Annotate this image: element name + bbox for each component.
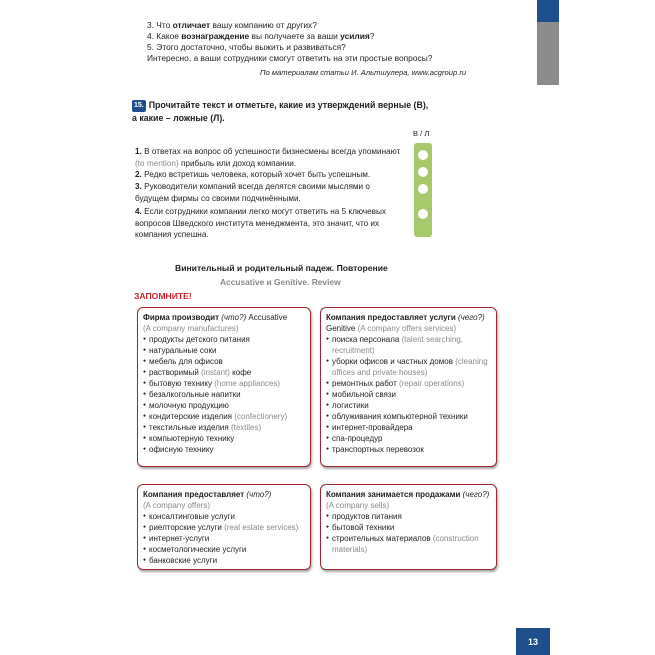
page-number: 13 <box>516 628 550 655</box>
task-instruction: 15. Прочитайте текст и отметьте, какие из утверждений верные (В), а какие – ложные (Л). <box>132 100 429 123</box>
box-genitive-sells <box>320 484 497 570</box>
box-1-header: Фирма производит (что?) Accusative <box>143 313 288 322</box>
question-3: 3. Что отличает вашу компанию от других? <box>147 20 317 30</box>
answer-circle-2[interactable] <box>418 167 428 177</box>
list-item: ● бытовую технику (home appliances) <box>143 378 305 389</box>
list-item: ● продуктов питания <box>326 511 491 522</box>
page-tab-blue <box>537 0 559 22</box>
page-tab-grey <box>537 22 559 85</box>
list-item: ● молочную продукцию <box>143 400 305 411</box>
list-item: ● поиска персонала (talent searching, recruitment) <box>326 334 491 356</box>
answer-circle-3[interactable] <box>418 184 428 194</box>
list-item: ● компьютерную технику <box>143 433 305 444</box>
list-item: ● продукты детского питания <box>143 334 305 345</box>
answer-circle-1[interactable] <box>418 150 428 160</box>
list-item: ● безалкогольные напитки <box>143 389 305 400</box>
question-5: 5. Этого достаточно, чтобы выжить и развиваться? <box>147 42 346 52</box>
list-item: ● логистики <box>326 400 491 411</box>
box-2-header: Компания предоставляет услуги (чего?) <box>326 313 485 322</box>
statement-3: 3. Руководители компаний всегда делятся своими мыслями о будущем фирмы со своими подчинёнными. <box>135 182 370 203</box>
list-item: ● косметологические услуги <box>143 544 305 555</box>
box-3-list <box>143 511 305 566</box>
list-item: ● мобильной связи <box>326 389 491 400</box>
question-4: 4. Какое вознаграждение вы получаете за ваши усилия? <box>147 31 375 41</box>
box-2-list <box>326 334 491 455</box>
box-accusative-offers <box>137 484 311 570</box>
box-4-list <box>326 511 491 555</box>
source-citation: По материалам статьи И. Альтшулера, www.acgroup.ru <box>260 68 467 77</box>
list-item: ● интернет-провайдера <box>326 422 491 433</box>
remember-heading: ЗАПОМНИТЕ! <box>134 291 192 301</box>
list-item: ● мебель для офисов <box>143 356 305 367</box>
list-item: ● бытовой техники <box>326 522 491 533</box>
box-3-translation: (A company offers) <box>143 501 210 510</box>
section-title: Винительный и родительный падеж. Повторение <box>175 263 388 273</box>
box-genitive-services <box>320 307 497 467</box>
box-1-list <box>143 334 305 455</box>
list-item: ● консалтинговые услуги <box>143 511 305 522</box>
list-item: ● строительных материалов (construction materials) <box>326 533 491 555</box>
section-subtitle: Accusative и Genitive. Review <box>220 277 341 287</box>
list-item: ● кондитерские изделия (confectionery) <box>143 411 305 422</box>
answer-circle-4[interactable] <box>418 209 428 219</box>
list-item: ● ремонтных работ (repair operations) <box>326 378 491 389</box>
list-item: ● транспортных перевозок <box>326 444 491 455</box>
list-item: ● спа-процедур <box>326 433 491 444</box>
list-item: ● растворимый (instant) кофе <box>143 367 305 378</box>
statement-2: 2. Редко встретишь человека, который хочет быть успешным. <box>135 170 371 179</box>
statement-1: 1. В ответах на вопрос об успешности бизнесмены всегда упоминают (to mention) прибыль или доход компании. <box>135 147 401 168</box>
list-item: ● облуживания компьютерной техники <box>326 411 491 422</box>
box-1-translation: (A company manufactures) <box>143 324 239 333</box>
statement-4: 4. Если сотрудники компании легко могут ответить на 5 ключевых вопросов Шведского института менеджмента, это значит, что их компания успешна. <box>135 207 387 239</box>
list-item: ● уборки офисов и частных домов (cleaning offices and private houses) <box>326 356 491 378</box>
box-3-header: Компания предоставляет (что?) <box>143 490 272 499</box>
true-false-label: В / Л <box>413 129 430 138</box>
list-item: ● офисную технику <box>143 444 305 455</box>
box-4-header: Компания занимается продажами (чего?) <box>326 490 490 499</box>
list-item: ● банковские услуги <box>143 555 305 566</box>
list-item: ● текстильные изделия (textiles) <box>143 422 305 433</box>
list-item: ● натуральные соки <box>143 345 305 356</box>
true-false-answer-bar <box>414 143 432 237</box>
box-4-translation: (A company sells) <box>326 501 390 510</box>
list-item: ● интернет-услуги <box>143 533 305 544</box>
question-closing: Интересно, а ваши сотрудники смогут ответить на эти простые вопросы? <box>147 53 433 63</box>
box-2-translation: Genitive (A company offers services) <box>326 324 457 333</box>
task-number-badge: 15. <box>132 100 146 112</box>
box-accusative-manufactures <box>137 307 311 467</box>
list-item: ● риелторские услуги (real estate services) <box>143 522 305 533</box>
